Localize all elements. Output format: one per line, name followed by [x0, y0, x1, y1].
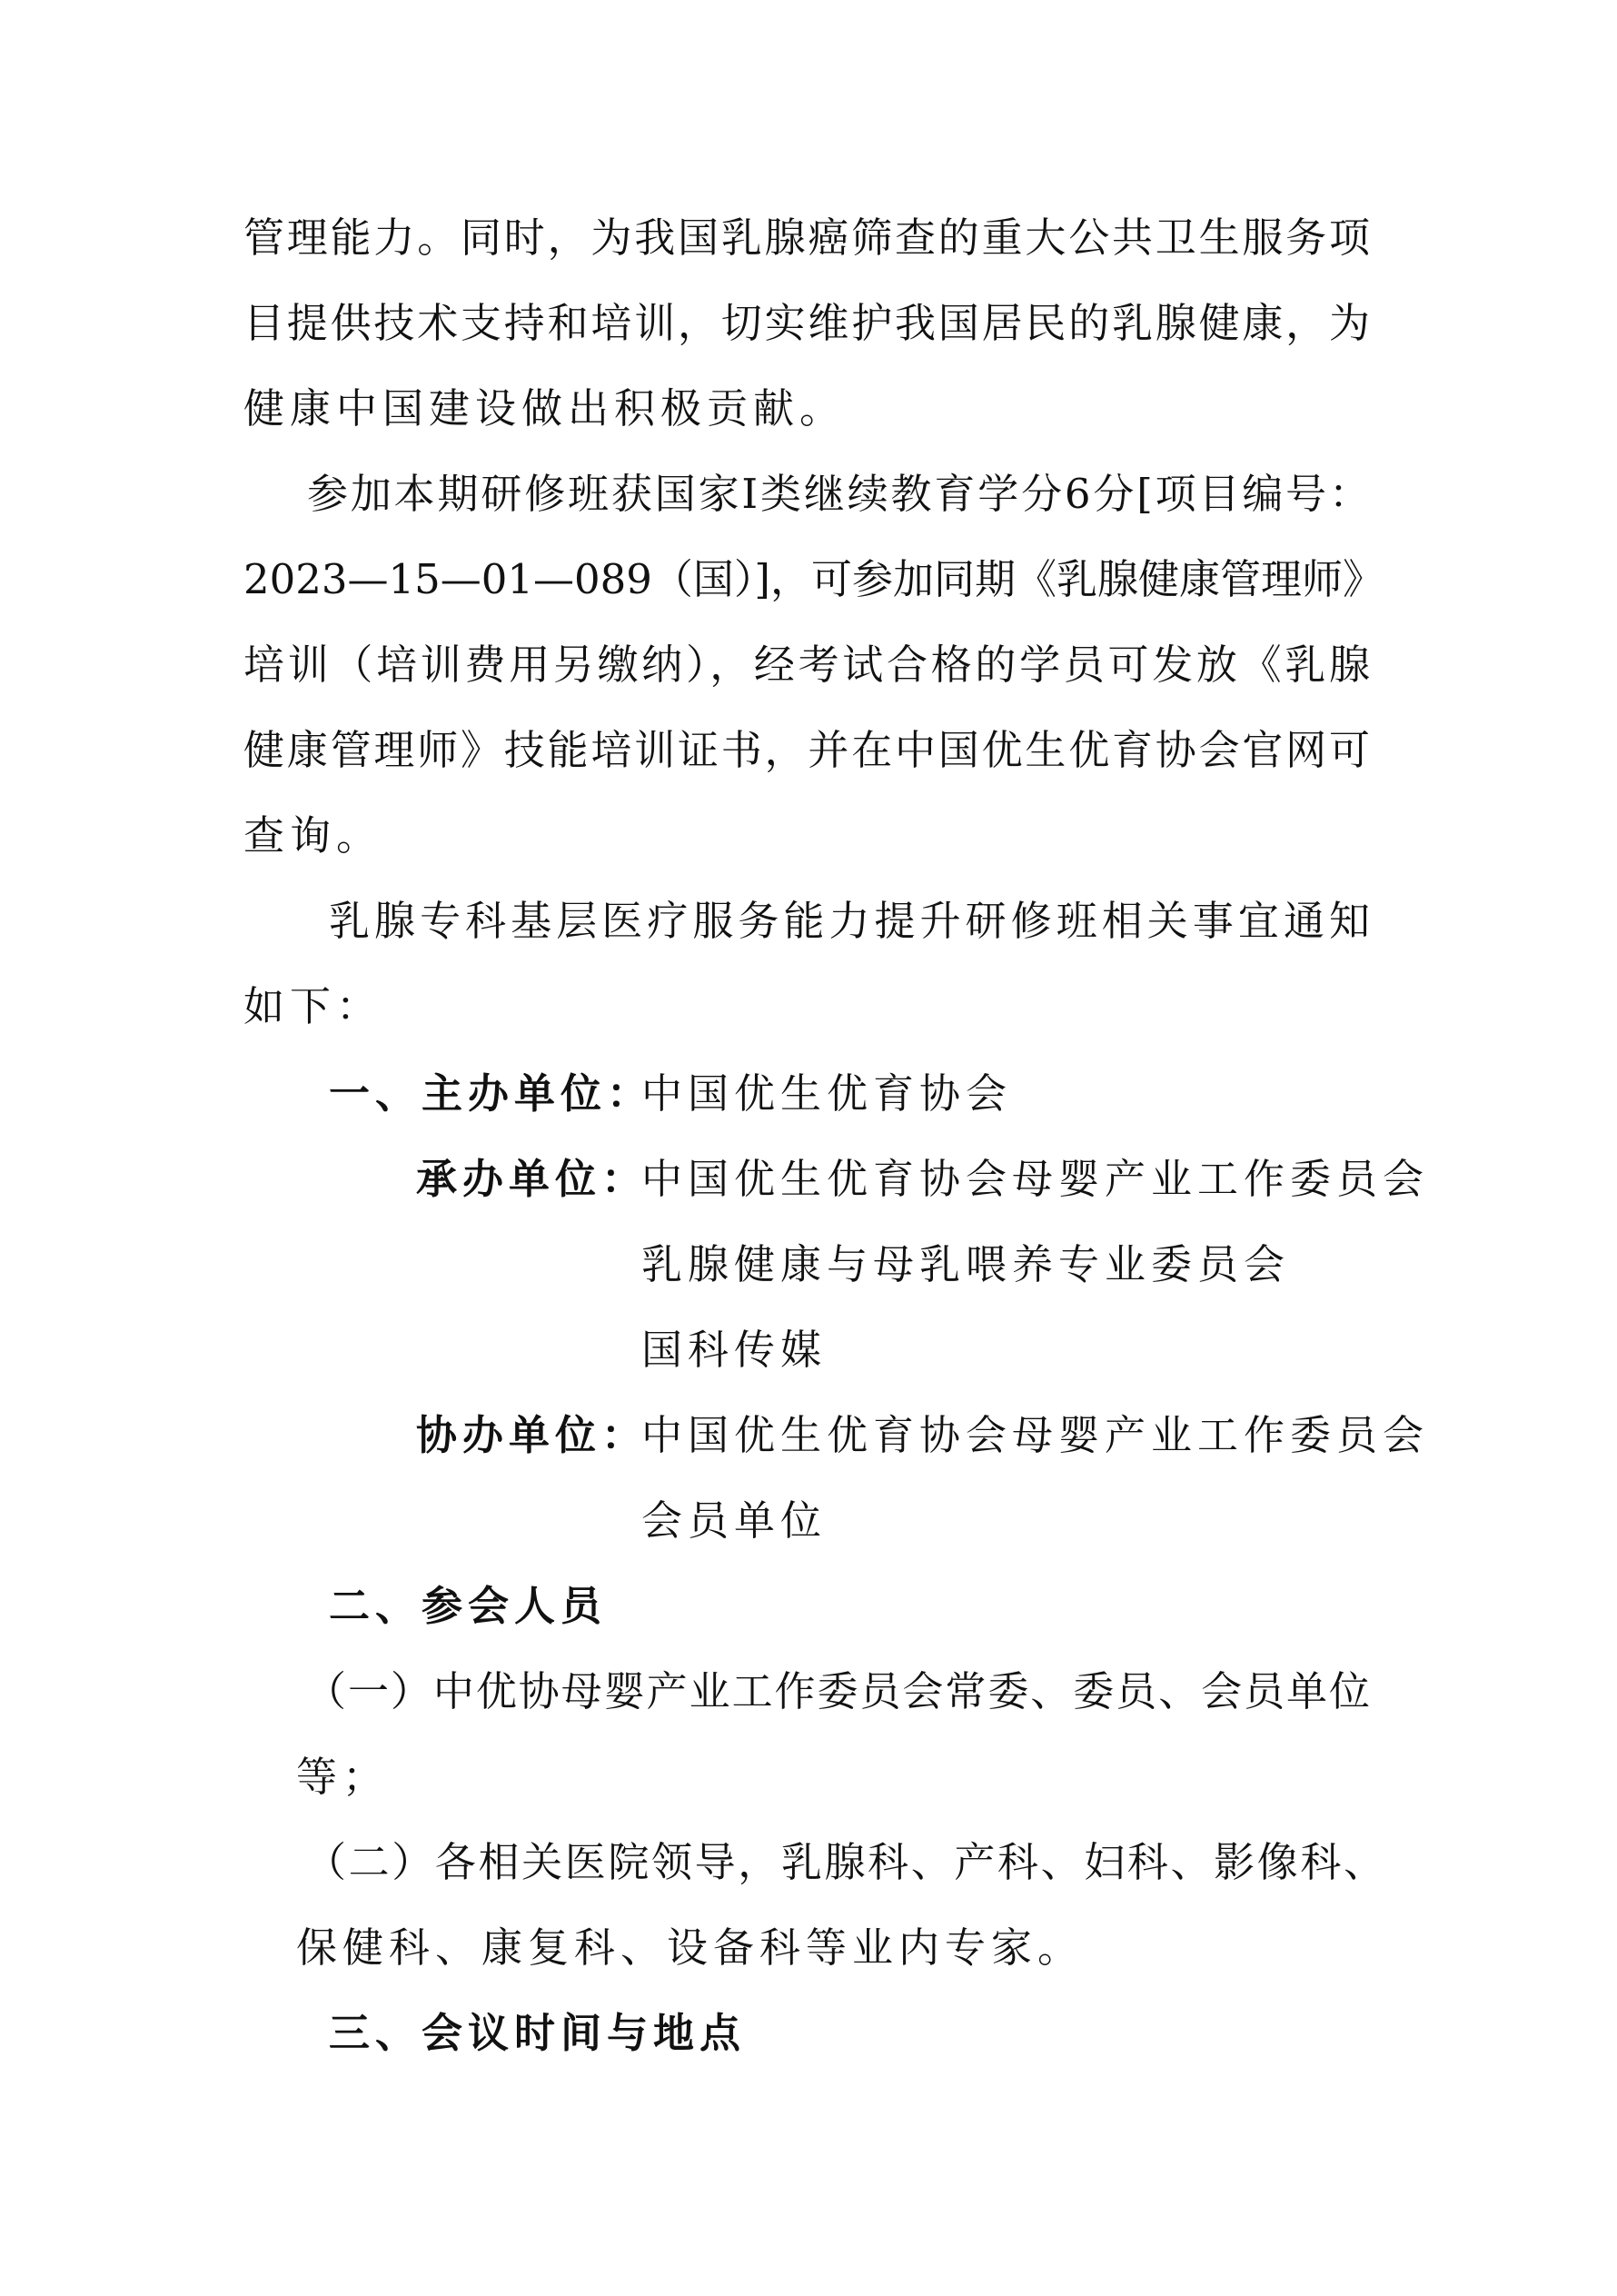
- credit-line-2: 2023—15—01—089（国）]，可参加同期《乳腺健康管理师》: [243, 555, 1384, 603]
- assist-label: 协办单位：: [416, 1411, 649, 1459]
- organizer-label: 承办单位：: [416, 1155, 649, 1203]
- intro-line-1: 管理能力。同时，为我国乳腺癌筛查的重大公共卫生服务项: [243, 214, 1370, 262]
- intro-line-3: 健康中国建设做出积极贡献。: [243, 384, 847, 432]
- assist-unit-2: 会员单位: [641, 1496, 828, 1545]
- attendee-item-2-line-1: （二）各相关医院领导，乳腺科、产科、妇科、影像科、: [305, 1838, 1384, 1886]
- attendee-item-1-line-2: 等；: [296, 1753, 390, 1801]
- credit-line-1: 参加本期研修班获国家Ⅰ类继续教育学分6分[项目编号：: [307, 470, 1370, 518]
- intro-line-2: 目提供技术支持和培训，切实维护我国居民的乳腺健康，为: [243, 299, 1370, 347]
- credit-line-3: 培训（培训费用另缴纳），经考试合格的学员可发放《乳腺: [243, 641, 1370, 689]
- attendee-item-1-line-1: （一）中优协母婴产业工作委员会常委、委员、会员单位: [305, 1667, 1370, 1715]
- section2-heading: 二、参会人员: [329, 1582, 608, 1630]
- notice-line-2: 如下：: [243, 982, 383, 1030]
- section3-heading: 三、会议时间与地点: [329, 2009, 747, 2057]
- host-unit: 中国优生优育协会: [641, 1069, 1013, 1118]
- credit-line-5: 查询。: [243, 811, 383, 860]
- notice-line-1: 乳腺专科基层医疗服务能力提升研修班相关事宜通知: [329, 897, 1370, 945]
- organizer-unit-3: 国科传媒: [641, 1326, 828, 1374]
- assist-unit-1: 中国优生优育协会母婴产业工作委员会: [641, 1411, 1430, 1459]
- organizer-unit-1: 中国优生优育协会母婴产业工作委员会: [641, 1155, 1430, 1203]
- section1-heading: 一、主办单位：: [329, 1069, 654, 1118]
- credit-line-4: 健康管理师》技能培训证书，并在中国优生优育协会官网可: [243, 726, 1370, 774]
- attendee-item-2-line-2: 保健科、康复科、设备科等业内专家。: [296, 1923, 1085, 1972]
- organizer-unit-2: 乳腺健康与母乳喂养专业委员会: [641, 1240, 1291, 1288]
